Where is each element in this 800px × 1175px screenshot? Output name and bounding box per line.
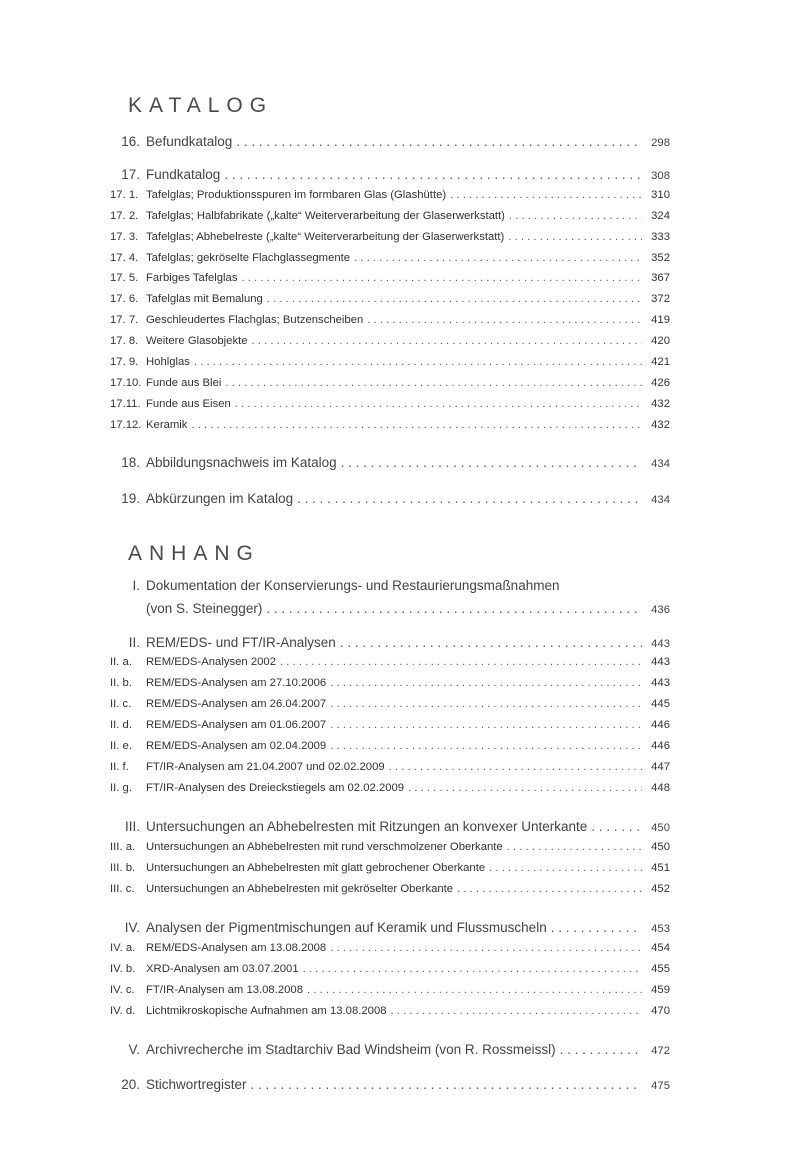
entry-page-number: 450	[651, 822, 670, 834]
entry-page-number: 470	[651, 1005, 670, 1017]
toc-subentry[interactable]	[100, 272, 670, 292]
entry-number: 16.	[121, 134, 140, 149]
toc-subentry[interactable]	[100, 231, 670, 251]
entry-page-number: 459	[651, 984, 670, 996]
toc-subentry[interactable]	[100, 698, 670, 718]
entry-page-number: 443	[651, 656, 670, 668]
entry-number: 19.	[121, 491, 140, 506]
toc-subentry[interactable]	[100, 314, 670, 334]
toc-entry[interactable]	[100, 455, 670, 475]
entry-page-number: 367	[651, 272, 670, 284]
entry-page-number: 455	[651, 963, 670, 975]
section-heading-katalog: KATALOG	[128, 94, 274, 117]
entry-page-number: 475	[651, 1080, 670, 1092]
entry-page-number: 372	[651, 293, 670, 305]
entry-page-number: 453	[651, 923, 670, 935]
toc-subentry[interactable]	[100, 719, 670, 739]
section-heading-anhang: ANHANG	[128, 542, 260, 565]
entry-number: III. a.	[110, 841, 136, 853]
entry-title: Fundkatalog	[146, 167, 221, 182]
entry-number: II. g.	[110, 782, 132, 794]
entry-title: Lichtmikroskopische Aufnahmen am 13.08.2008	[146, 1005, 387, 1017]
entry-title: Hohlglas	[146, 356, 190, 368]
entry-number: 17. 4.	[110, 252, 139, 264]
leader-dots	[591, 819, 642, 834]
entry-title: REM/EDS-Analysen am 01.06.2007	[146, 719, 327, 731]
toc-subentry[interactable]	[100, 419, 670, 439]
entry-page-number: 445	[651, 698, 670, 710]
entry-page-number: 352	[651, 252, 670, 264]
entry-title: REM/EDS-Analysen am 26.04.2007	[146, 698, 327, 710]
entry-page-number: 426	[651, 377, 670, 389]
entry-page-number: 443	[651, 638, 670, 650]
entry-title: Untersuchungen an Abhebelresten mit Ritzungen an konvexer Unterkante	[146, 819, 588, 834]
entry-number: 17. 2.	[110, 210, 139, 222]
entry-number: 18.	[121, 455, 140, 470]
leader-dots	[509, 210, 642, 222]
entry-title: Geschleudertes Flachglas; Butzenscheiben	[146, 314, 364, 326]
leader-dots	[330, 677, 642, 689]
entry-title: Stichwortregister	[146, 1077, 247, 1092]
leader-dots	[560, 1042, 642, 1057]
leader-dots	[241, 272, 642, 284]
toc-subentry[interactable]	[100, 942, 670, 962]
entry-number: II. f.	[110, 761, 129, 773]
leader-dots	[450, 189, 642, 201]
entry-page-number: 310	[651, 189, 670, 201]
entry-title: Keramik	[146, 419, 188, 431]
entry-number: 17.	[121, 167, 140, 182]
entry-page-number: 420	[651, 335, 670, 347]
entry-number: 17. 7.	[110, 314, 139, 326]
leader-dots	[307, 984, 642, 996]
entry-number: II. a.	[110, 656, 132, 668]
entry-page-number: 432	[651, 398, 670, 410]
entry-title: Abbildungsnachweis im Katalog	[146, 455, 337, 470]
entry-page-number: 421	[651, 356, 670, 368]
leader-dots	[330, 942, 642, 954]
leader-dots	[236, 134, 642, 149]
toc-entry-continuation[interactable]	[146, 601, 670, 621]
toc-subentry[interactable]	[100, 398, 670, 418]
leader-dots	[267, 293, 642, 305]
toc-subentry[interactable]	[100, 1005, 670, 1025]
entry-page-number: 443	[651, 677, 670, 689]
entry-number: 17. 3.	[110, 231, 139, 243]
leader-dots	[354, 252, 642, 264]
leader-dots	[235, 398, 642, 410]
entry-title: Tafelglas; Halbfabrikate („kalte“ Weiterverarbeitung der Glaserwerkstatt)	[146, 210, 505, 222]
toc-entry[interactable]	[100, 491, 670, 511]
entry-title: REM/EDS-Analysen 2002	[146, 656, 276, 668]
entry-page-number: 436	[651, 604, 670, 616]
entry-title: Befundkatalog	[146, 134, 233, 149]
entry-title: Tafelglas mit Bemalung	[146, 293, 263, 305]
toc-entry[interactable]	[100, 920, 670, 940]
entry-number: II. b.	[110, 677, 132, 689]
entry-title: Archivrecherche im Stadtarchiv Bad Windsheim (von R. Rossmeissl)	[146, 1042, 556, 1057]
entry-title: FT/IR-Analysen am 13.08.2008	[146, 984, 303, 996]
entry-number: II. d.	[110, 719, 132, 731]
leader-dots	[389, 761, 642, 773]
toc-subentry[interactable]	[100, 677, 670, 697]
toc-subentry[interactable]	[100, 883, 670, 903]
toc-subentry[interactable]	[100, 210, 670, 230]
entry-number: III.	[124, 819, 140, 834]
toc-subentry[interactable]	[100, 189, 670, 209]
toc-subentry[interactable]	[100, 862, 670, 882]
entry-title-continuation: (von S. Steinegger)	[146, 601, 263, 616]
entry-number: 17. 6.	[110, 293, 139, 305]
entry-title: REM/EDS-Analysen am 13.08.2008	[146, 942, 327, 954]
entry-number: II. e.	[110, 740, 132, 752]
entry-title: FT/IR-Analysen am 21.04.2007 und 02.02.2009	[146, 761, 385, 773]
leader-dots	[508, 231, 642, 243]
entry-title: Weitere Glasobjekte	[146, 335, 248, 347]
entry-number: 20.	[121, 1077, 140, 1092]
leader-dots	[551, 920, 642, 935]
toc-subentry[interactable]	[100, 984, 670, 1004]
entry-number: 17.12.	[110, 419, 142, 431]
entry-page-number: 432	[651, 419, 670, 431]
leader-dots	[330, 740, 642, 752]
entry-number: 17. 9.	[110, 356, 139, 368]
toc-entry[interactable]	[100, 1077, 670, 1097]
entry-number: IV. b.	[110, 963, 136, 975]
leader-dots	[280, 656, 642, 668]
entry-title: Farbiges Tafelglas	[146, 272, 238, 284]
toc-subentry[interactable]	[100, 656, 670, 676]
entry-page-number: 447	[651, 761, 670, 773]
entry-title: Analysen der Pigmentmischungen auf Keramik und Flussmuscheln	[146, 920, 547, 935]
leader-dots	[251, 1077, 642, 1092]
entry-page-number: 298	[651, 137, 670, 149]
entry-page-number: 333	[651, 231, 670, 243]
entry-title: Tafelglas; Produktionsspuren im formbaren Glas (Glashütte)	[146, 189, 447, 201]
toc-subentry[interactable]	[100, 782, 670, 802]
leader-dots	[191, 419, 642, 431]
entry-title: Funde aus Eisen	[146, 398, 231, 410]
entry-title: REM/EDS- und FT/IR-Analysen	[146, 635, 336, 650]
entry-page-number: 472	[651, 1045, 670, 1057]
entry-title: REM/EDS-Analysen am 27.10.2006	[146, 677, 327, 689]
entry-number: V.	[128, 1042, 140, 1057]
leader-dots	[225, 377, 642, 389]
leader-dots	[408, 782, 642, 794]
entry-title: Abkürzungen im Katalog	[146, 491, 294, 506]
entry-number: III. c.	[110, 883, 135, 895]
entry-title: Dokumentation der Konservierungs- und Restaurierungsmaßnahmen	[146, 578, 560, 593]
entry-page-number: 452	[651, 883, 670, 895]
toc-entry[interactable]	[100, 635, 670, 655]
entry-number: II. c.	[110, 698, 132, 710]
entry-number: III. b.	[110, 862, 136, 874]
entry-number: 17. 1.	[110, 189, 139, 201]
entry-number: II.	[128, 635, 140, 650]
leader-dots	[252, 335, 642, 347]
toc-entry[interactable]	[100, 819, 670, 839]
leader-dots	[330, 719, 642, 731]
leader-dots	[194, 356, 642, 368]
entry-title: Untersuchungen an Abhebelresten mit glatt gebrochener Oberkante	[146, 862, 486, 874]
toc-subentry[interactable]	[100, 335, 670, 355]
toc-entry[interactable]	[100, 1042, 670, 1062]
entry-page-number: 448	[651, 782, 670, 794]
leader-dots	[224, 167, 642, 182]
entry-number: 17. 8.	[110, 335, 139, 347]
toc-subentry[interactable]	[100, 356, 670, 376]
leader-dots	[391, 1005, 642, 1017]
toc-subentry[interactable]	[100, 841, 670, 861]
entry-page-number: 446	[651, 740, 670, 752]
toc-subentry[interactable]	[100, 761, 670, 781]
entry-number: I.	[132, 578, 140, 593]
leader-dots	[489, 862, 642, 874]
entry-number: IV. d.	[110, 1005, 136, 1017]
entry-title: Funde aus Blei	[146, 377, 222, 389]
leader-dots	[297, 491, 642, 506]
toc-entry[interactable]	[100, 167, 670, 187]
toc-subentry[interactable]	[100, 740, 670, 760]
entry-title: Untersuchungen an Abhebelresten mit gekröselter Oberkante	[146, 883, 454, 895]
entry-page-number: 454	[651, 942, 670, 954]
entry-page-number: 446	[651, 719, 670, 731]
entry-page-number: 450	[651, 841, 670, 853]
entry-title: Untersuchungen an Abhebelresten mit rund verschmolzener Oberkante	[146, 841, 503, 853]
leader-dots	[341, 455, 642, 470]
leader-dots	[266, 601, 642, 616]
entry-number: IV. a.	[110, 942, 136, 954]
entry-number: 17.11.	[110, 398, 141, 410]
entry-number: IV. c.	[110, 984, 135, 996]
leader-dots	[330, 698, 642, 710]
entry-page-number: 419	[651, 314, 670, 326]
entry-number: 17. 5.	[110, 272, 139, 284]
entry-title: XRD-Analysen am 03.07.2001	[146, 963, 299, 975]
toc-subentry[interactable]	[100, 293, 670, 313]
entry-number: IV.	[124, 920, 140, 935]
entry-page-number: 434	[651, 494, 670, 506]
toc-entry[interactable]	[100, 578, 670, 598]
entry-number: 17.10.	[110, 377, 142, 389]
leader-dots	[457, 883, 642, 895]
entry-page-number: 308	[651, 170, 670, 182]
entry-title: Tafelglas; gekröselte Flachglassegmente	[146, 252, 351, 264]
toc-subentry[interactable]	[100, 963, 670, 983]
leader-dots	[340, 635, 642, 650]
entry-page-number: 324	[651, 210, 670, 222]
leader-dots	[367, 314, 642, 326]
toc-entry[interactable]	[100, 134, 670, 154]
entry-page-number: 451	[651, 862, 670, 874]
entry-title: Tafelglas; Abhebelreste („kalte“ Weiterverarbeitung der Glaserwerkstatt)	[146, 231, 505, 243]
leader-dots	[507, 841, 642, 853]
entry-page-number: 434	[651, 458, 670, 470]
entry-title: REM/EDS-Analysen am 02.04.2009	[146, 740, 327, 752]
leader-dots	[303, 963, 642, 975]
entry-title: FT/IR-Analysen des Dreieckstiegels am 02.02.2009	[146, 782, 405, 794]
toc-subentry[interactable]	[100, 377, 670, 397]
toc-subentry[interactable]	[100, 252, 670, 272]
